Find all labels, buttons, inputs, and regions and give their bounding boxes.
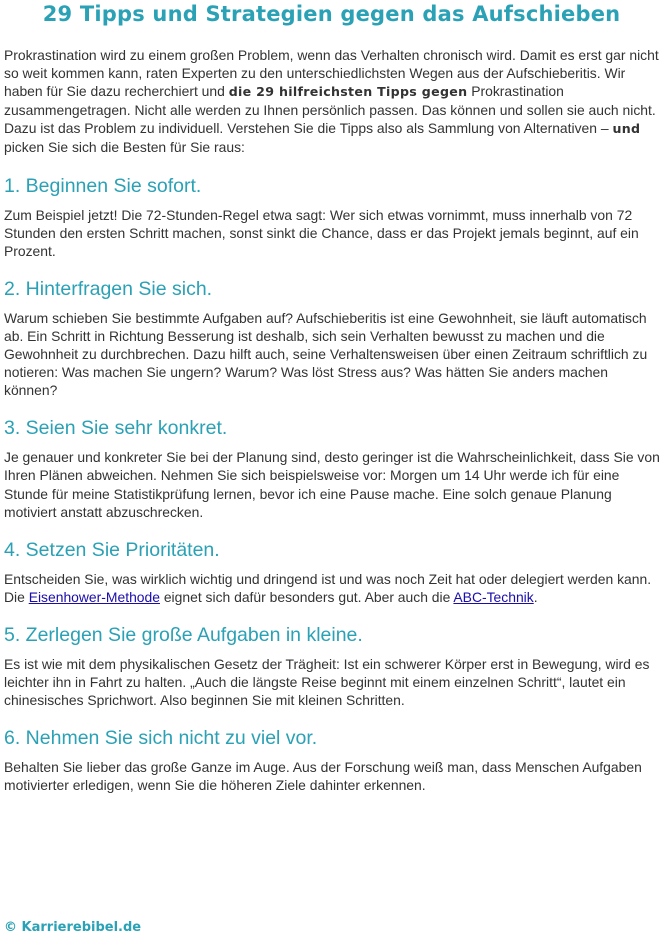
section-heading-5: 5. Zerlegen Sie große Aufgaben in kleine. <box>4 623 363 646</box>
page-title: 29 Tipps und Strategien gegen das Aufschieben <box>42 2 621 26</box>
eisenhower-method-link[interactable]: Eisenhower-Methode <box>28 588 160 605</box>
section-heading-6: 6. Nehmen Sie sich nicht zu viel vor. <box>4 727 318 750</box>
intro-bold-1: die 29 hilfreichsten Tipps gegen <box>228 84 468 100</box>
section-text-2: Warum schieben Sie bestimmte Aufgaben auf? Aufschieberitis ist eine Gewohnheit, sie läuft automatisch ab. Ein Schritt in Richtung Besserung ist deshalb, sich sein Verhalten bewusst zu machen und die Gewohnheit zu durchbrechen. Dazu hilft auch, seine Verhaltensweisen über einen Zeitraum schriftlich zu notieren: Was machen Sie ungern? Warum? Was löst Stress aus? Was hätten Sie anders machen können? <box>4 309 648 399</box>
section-heading-3: 3. Seien Sie sehr konkret. <box>4 417 228 440</box>
section-4-text-middle: eignet sich dafür besonders gut. Aber auch die <box>159 588 454 605</box>
document-content <box>4 46 660 794</box>
section-text-1: Zum Beispiel jetzt! Die 72-Stunden-Regel etwa sagt: Wer sich etwas vornimmt, muss innerhalb von 72 Stunden den ersten Schritt machen, sonst sinkt die Chance, dass er das Projekt jemals beginnt, auf ein Prozent. <box>4 206 639 259</box>
section-heading-4: 4. Setzen Sie Prioritäten. <box>4 538 220 561</box>
intro-text-1: Prokrastination wird zu einem großen Problem, wenn das Verhalten chronisch wird. Damit es erst gar nicht so weit kommen kann, raten Experten zu den unterschiedlichsten Wegen aus der Aufschieberitis. Wir haben für Sie dazu recherchiert und <box>4 47 659 100</box>
section-4-text-after: . <box>533 588 538 605</box>
intro-paragraph <box>4 46 660 157</box>
intro-text-3: picken Sie sich die Besten für Sie raus: <box>4 139 245 156</box>
section-text-4 <box>4 570 660 606</box>
section-4-text-before: Entscheiden Sie, was wirklich wichtig und dringend ist und was noch Zeit hat oder delegiert werden kann. Die <box>4 570 652 605</box>
intro-bold-2: und <box>612 121 641 137</box>
copyright-footer: © Karrierebibel.de <box>4 920 142 935</box>
section-heading-1: 1. Beginnen Sie sofort. <box>4 174 202 197</box>
section-text-5: Es ist wie mit dem physikalischen Gesetz der Trägheit: Ist ein schwerer Körper erst in Bewegung, wird es leichter ihn in Fahrt zu halten. „Auch die längste Reise beginnt mit einem einzelnen Schritt“, lautet ein chinesisches Sprichwort. Also beginnen Sie mit kleinen Schritten. <box>4 655 650 709</box>
section-text-3: Je genauer und konkreter Sie bei der Planung sind, desto geringer ist die Wahrscheinlichkeit, dass Sie von Ihren Plänen abweichen. Nehmen Sie sich beispielsweise vor: Morgen um 14 Uhr werde ich für eine Stunde für meine Statistikprüfung lernen, bevor ich eine Pause mache. Eine solch genaue Planung motiviert anstatt abzuschrecken. <box>4 449 660 520</box>
intro-text-2: Prokrastination zusammengetragen. Nicht alle werden zu Ihnen persönlich passen. Das können und sollen sie auch nicht. Dazu ist das Problem zu individuell. Verstehen Sie die Tipps also als Sammlung von Alternativen – <box>4 83 656 137</box>
section-heading-2: 2. Hinterfragen Sie sich. <box>4 277 213 300</box>
section-text-6: Behalten Sie lieber das große Ganze im Auge. Aus der Forschung weiß man, dass Menschen Aufgaben motivierter erledigen, wenn Sie die höheren Ziele dahinter erkennen. <box>4 759 642 794</box>
abc-technique-link[interactable]: ABC-Technik <box>453 588 534 605</box>
